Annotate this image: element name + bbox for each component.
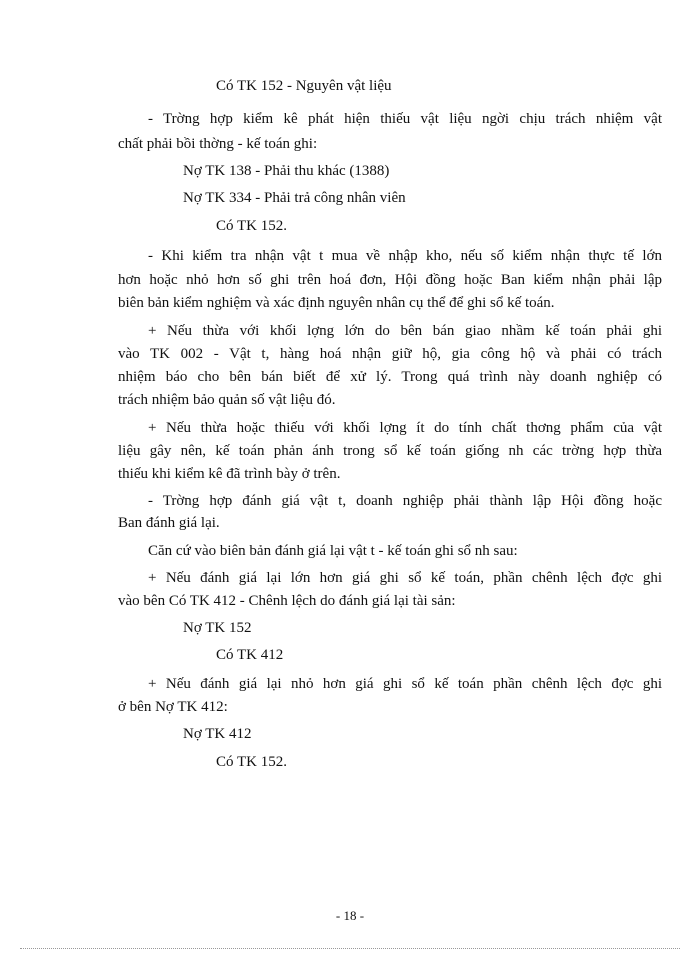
text-line: Nợ TK 412 <box>183 726 252 742</box>
text-line: thiếu khi kiểm kê đã trình bày ở trên. <box>118 466 341 482</box>
text-line: hơn hoặc nhỏ hơn số ghi trên hoá đơn, Hội đồng hoặc Ban kiểm nhận phải lập <box>118 272 662 288</box>
text-line: Có TK 152. <box>216 754 287 770</box>
text-line: Nợ TK 334 - Phải trả công nhân viên <box>183 190 406 206</box>
text-line: Có TK 152. <box>216 218 287 234</box>
text-line: + Nếu đánh giá lại nhỏ hơn giá ghi sổ kế toán phần chênh lệch đợc ghi <box>148 676 662 692</box>
text-line: Nợ TK 152 <box>183 620 252 636</box>
text-line: vào bên Có TK 412 - Chênh lệch do đánh giá lại tài sản: <box>118 593 456 609</box>
text-line: + Nếu thừa với khối lợng lớn do bên bán giao nhầm kế toán phải ghi <box>148 323 662 339</box>
page-border-line <box>20 948 680 949</box>
text-line: Có TK 152 - Nguyên vật liệu <box>216 78 392 94</box>
text-line: Căn cứ vào biên bản đánh giá lại vật t - kế toán ghi sổ nh sau: <box>148 543 518 559</box>
text-line: vào TK 002 - Vật t, hàng hoá nhận giữ hộ, gia công hộ và phải có trách <box>118 346 662 362</box>
text-line: nhiệm báo cho bên bán biết để xử lý. Trong quá trình này doanh nghiệp có <box>118 369 662 385</box>
text-line: Có TK 412 <box>216 647 284 663</box>
text-line: + Nếu thừa hoặc thiếu với khối lợng ít do tính chất thơng phẩm của vật <box>148 420 662 436</box>
text-line: + Nếu đánh giá lại lớn hơn giá ghi sổ kế toán, phần chênh lệch đợc ghi <box>148 570 662 586</box>
text-line: Nợ TK 138 - Phải thu khác (1388) <box>183 163 390 179</box>
text-line: Ban đánh giá lại. <box>118 515 220 531</box>
text-line: ở bên Nợ TK 412: <box>118 699 228 715</box>
text-line: liệu gây nên, kế toán phản ánh trong sổ kế toán giống nh các trờng hợp thừa <box>118 443 662 459</box>
text-line: chất phải bồi thờng - kế toán ghi: <box>118 136 318 152</box>
text-line: - Khi kiểm tra nhận vật t mua về nhập kho, nếu số kiểm nhận thực tế lớn <box>148 248 662 264</box>
text-line: - Trờng hợp đánh giá vật t, doanh nghiệp phải thành lập Hội đồng hoặc <box>148 493 662 509</box>
text-line: biên bản kiểm nghiệm và xác định nguyên nhân cụ thể để ghi sổ kế toán. <box>118 295 555 311</box>
text-line: - Trờng hợp kiểm kê phát hiện thiếu vật liệu ngời chịu trách nhiệm vật <box>148 111 662 127</box>
text-line: trách nhiệm bảo quản số vật liệu đó. <box>118 392 336 408</box>
page-number: - 18 - <box>335 908 365 923</box>
